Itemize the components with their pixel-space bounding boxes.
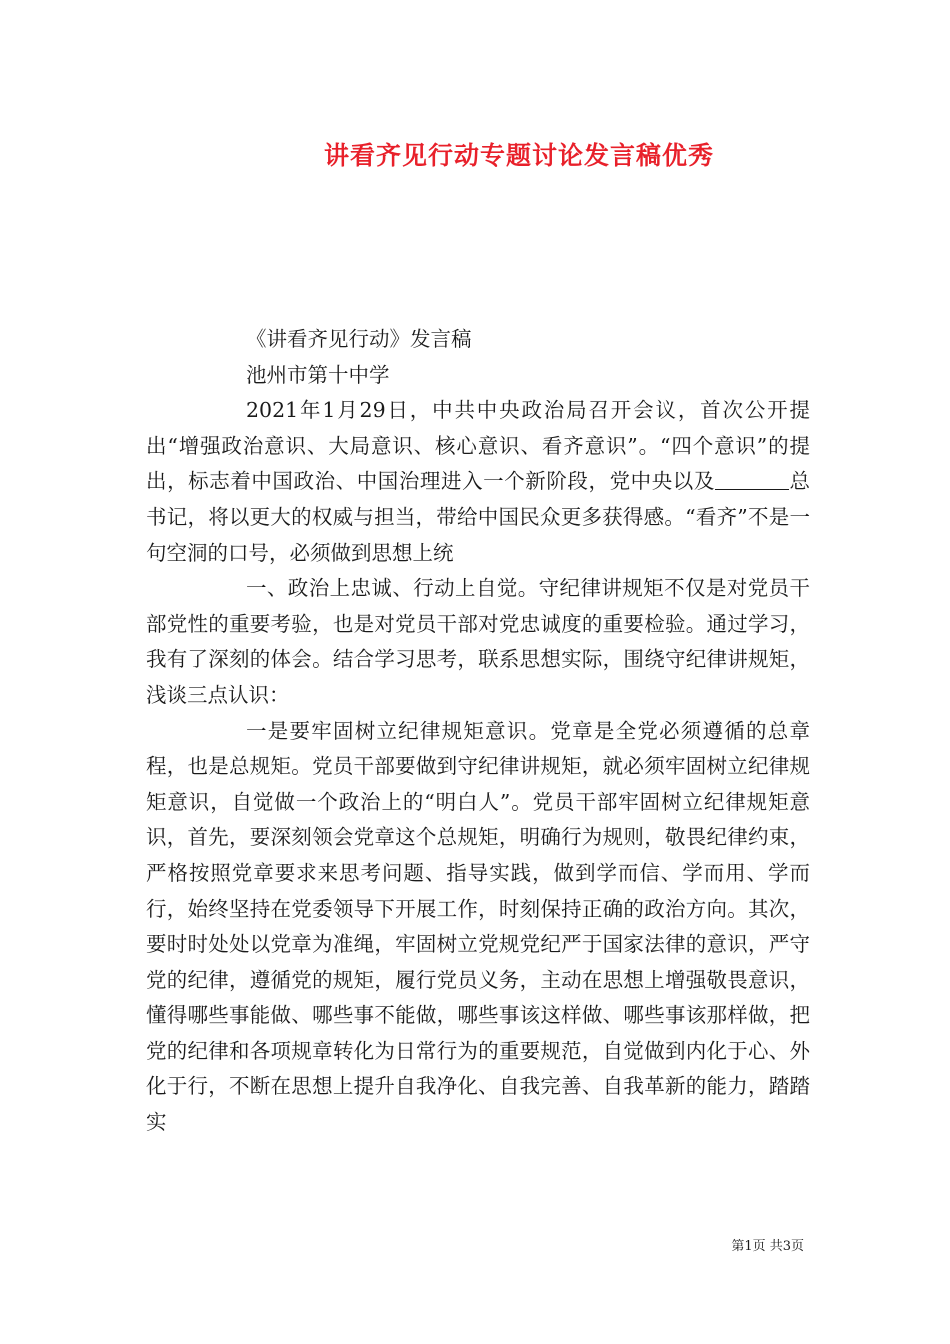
speech-subtitle: 《讲看齐见行动》发言稿 — [246, 327, 472, 351]
paragraph-1 — [146, 393, 810, 571]
paragraph-2: 一、政治上忠诚、行动上自觉。守纪律讲规矩不仅是对党员干部党性的重要考验，也是对党员干部对党忠诚度的重要检验。通过学习，我有了深刻的体会。结合学习思考，联系思想实际，围绕守纪律讲规矩，浅谈三点认识： — [146, 576, 810, 707]
paragraph-1-text-b: 总书记，将以更大的权威与担当，带给中国民众更多获得感。“看齐”不是一句空洞的口号，必须做到思想上统 — [146, 469, 811, 565]
paragraph-1-text-a: 2021年1月29日，中共中央政治局召开会议，首次公开提出“增强政治意识、大局意识、核心意识、看齐意识”。“四个意识”的提出，标志着中国政治、中国治理进入一个新阶段，党中央以及 — [146, 398, 810, 494]
page-footer: 第1页 共3页 — [731, 1239, 804, 1254]
document-title: 讲看齐见行动专题讨论发言稿优秀 — [323, 141, 714, 170]
document-body — [146, 322, 810, 1141]
paragraph-3: 一是要牢固树立纪律规矩意识。党章是全党必须遵循的总章程，也是总规矩。党员干部要做到守纪律讲规矩，就必须牢固树立纪律规矩意识，自觉做一个政治上的“明白人”。党员干部牢固树立纪律规矩意识，首先，要深刻领会党章这个总规矩，明确行为规则，敬畏纪律约束，严格按照党章要求来思考问题、指导实践，做到学而信、学而用、学而行，始终坚持在党委领导下开展工作，时刻保持正确的政治方向。其次，要时时处处以党章为准绳，牢固树立党规党纪严于国家法律的意识，严守党的纪律，遵循党的规矩，履行党员义务，主动在思想上增强敬畏意识，懂得哪些事能做、哪些事不能做，哪些事该这样做、哪些事该那样做，把党的纪律和各项规章转化为日常行为的重要规范，自觉做到内化于心、外化于行，不断在思想上提升自我净化、自我完善、自我革新的能力，踏踏实 — [146, 718, 810, 1135]
name-blank — [715, 469, 789, 490]
school-name: 池州市第十中学 — [246, 362, 390, 387]
